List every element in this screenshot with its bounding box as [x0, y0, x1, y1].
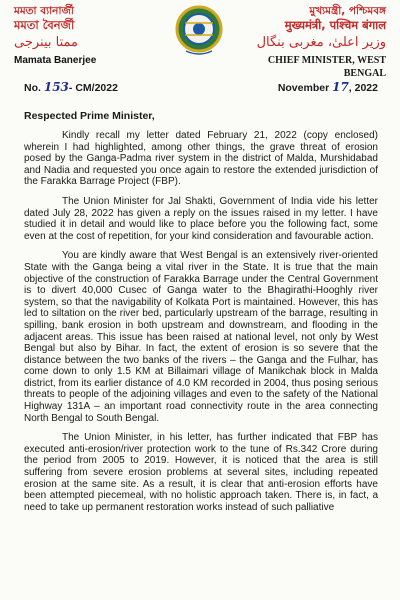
paragraph: You are kindly aware that West Bengal is an extensively river-oriented State with the Ganga being a vital river in the State. It is true that the main objective of the construction of Farakka Barrage under the Central Government is to divert 40,000 Cusec of Ganga water to the Bhagirathi-Hooghly river system, so that the navigability of Kolkata Port is maintained. However, this has led to siltation on the river bed, particularly upstream of the barrage, resulting in spilling, bank erosion in both upstream and downstream, and flooding in the adjacent areas. This issue has been raised at national level, not only by West Bengal but also by Bihar. In fact, the extent of erosion is so severe that the distance between the two banks of the rivers – the Ganga and the Fulhar, has come down to only 1.5 KM at Billaimari village of Manikchak block in Malda district, from its earlier distance of 4.0 KM recorded in 2004, thus posing serious threats to people of the adjoining villages and even to the safety of the National Highway 131A – an important road connectivity route in the area connecting North Bengal to South Bengal. — [24, 250, 378, 424]
sender-title-hindi: मुख्यमंत्री, पश्चिम बंगाल — [284, 18, 386, 32]
paragraph: The Union Minister, in his letter, has further indicated that FBP has executed anti-erosion/river protection work to the tune of Rs.342 Crore during the period from 2005 to 2019. However, it is noticed that the area is still suffering from severe erosion problems at several sites, including repeated erosion at the same site. As a result, it is clear that anti-erosion efforts have been attempted piecemeal, with no holistic approach taken. There is, in fact, a need to take up permanent restoration works instead of such palliative — [24, 432, 378, 513]
date-day-handwritten: 17 — [332, 80, 349, 94]
sender-name-bengali: মমতা ব্যানার্জী — [14, 5, 74, 17]
sender-name-hindi: মমতা বৈনর্জী — [14, 18, 75, 32]
sender-title-bengali: মুখ্যমন্ত্রী, পশ্চিমবঙ্গ — [309, 5, 386, 17]
salutation: Respected Prime Minister, — [24, 110, 155, 122]
letterhead-left — [14, 4, 164, 67]
date-month: November — [277, 82, 333, 94]
paragraph: The Union Minister for Jal Shakti, Government of India vide his letter dated July 28, 2022 has given a reply on the issues raised in my letter. I have studied it in detail and would like to place before you the following fact, some even at the cost of repetition, for your kind consideration and favourable action. — [24, 195, 378, 242]
reference-number-handwritten: 153 — [43, 80, 69, 94]
date-year: , 2022 — [348, 82, 378, 94]
sender-name-english: Mamata Banerjee — [14, 55, 97, 66]
reference-prefix: No. — [24, 82, 44, 94]
letterhead-right — [236, 4, 386, 80]
sender-title-urdu: وزیر اعلیٰ، مغربی بنگال — [256, 35, 386, 50]
sender-name-urdu: ممتا بینرجی — [14, 35, 79, 50]
paragraph: Kindly recall my letter dated February 21, 2022 (copy enclosed) wherein I had highlighted, among other things, the grave threat of erosion posed by the Ganga-Padma river system in the district of Malda, Murshidabad and Nadia and requested you once again to restore the extended jurisdiction of the Farakka Barrage Project (FBP). — [24, 130, 378, 188]
west-bengal-state-emblem-icon — [174, 4, 224, 58]
letter-body — [24, 130, 378, 521]
reference-number — [24, 80, 118, 94]
reference-suffix: - CM/2022 — [68, 82, 118, 94]
sender-title-english: CHIEF MINISTER, WEST BENGAL — [267, 55, 386, 79]
letter-date — [278, 80, 378, 94]
